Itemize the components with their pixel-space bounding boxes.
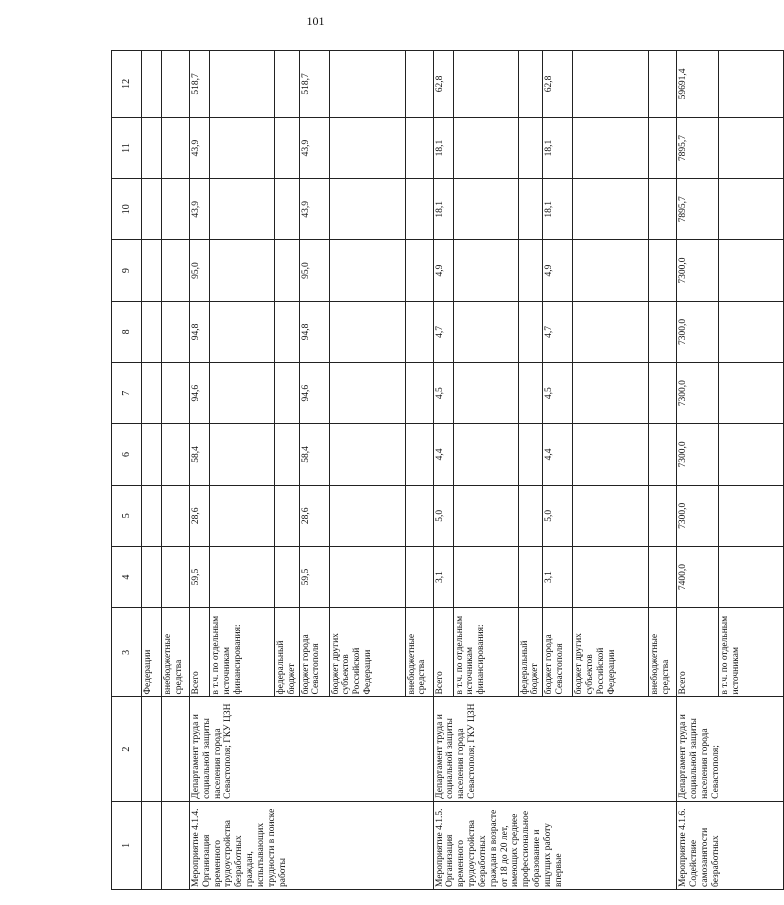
value-cell xyxy=(573,51,649,118)
header-row xyxy=(112,51,142,890)
value-cell xyxy=(719,485,784,546)
value-cell xyxy=(573,301,649,362)
measure-4-1-5-executor: Департамент труда и социальной защиты населения города Севастополя; ГКУ ЦЗН xyxy=(433,697,677,801)
value-cell xyxy=(162,179,190,240)
header-cell: 3 xyxy=(112,608,142,697)
measure-4-1-5-row xyxy=(433,51,453,890)
header-cell: 11 xyxy=(112,117,142,178)
value-cell xyxy=(142,51,162,118)
table-cell xyxy=(162,801,190,889)
value-cell xyxy=(405,301,433,362)
value-cell xyxy=(649,240,677,301)
value-cell: 62,8 xyxy=(433,51,453,118)
value-cell xyxy=(142,179,162,240)
value-cell: 4,9 xyxy=(433,240,453,301)
value-cell xyxy=(518,301,543,362)
value-cell xyxy=(210,424,275,485)
value-cell: 3,1 xyxy=(433,546,453,607)
source-cell: в т.ч. по отдельным источникам финансирования: xyxy=(210,608,275,697)
value-cell xyxy=(719,363,784,424)
header-cell: 5 xyxy=(112,485,142,546)
value-cell xyxy=(142,485,162,546)
measure-4-1-6-row xyxy=(677,51,719,890)
value-cell xyxy=(573,179,649,240)
value-cell: 59691,4 xyxy=(677,51,719,118)
value-cell xyxy=(405,485,433,546)
value-cell xyxy=(142,117,162,178)
value-cell xyxy=(210,363,275,424)
value-cell xyxy=(329,51,405,118)
value-cell xyxy=(162,485,190,546)
value-cell xyxy=(518,240,543,301)
source-cell: внебюджетные средства xyxy=(162,608,190,697)
financing-table xyxy=(111,50,784,890)
value-cell xyxy=(210,301,275,362)
table-cell xyxy=(142,801,162,889)
source-cell: бюджет города Севастополя xyxy=(543,608,573,697)
value-cell: 59,5 xyxy=(299,546,329,607)
source-cell: бюджет других субъектов Российской Федерации xyxy=(573,608,649,697)
value-cell: 95,0 xyxy=(190,240,210,301)
value-cell xyxy=(518,363,543,424)
value-cell xyxy=(329,117,405,178)
value-cell: 43,9 xyxy=(299,179,329,240)
value-cell xyxy=(649,424,677,485)
value-cell: 4,5 xyxy=(543,363,573,424)
value-cell xyxy=(210,51,275,118)
value-cell xyxy=(210,117,275,178)
value-cell xyxy=(649,179,677,240)
value-cell xyxy=(719,301,784,362)
source-cell: в т.ч. по отдельным источникам xyxy=(719,608,784,697)
header-cell: 1 xyxy=(112,801,142,889)
value-cell xyxy=(518,546,543,607)
value-cell xyxy=(573,546,649,607)
value-cell: 18,1 xyxy=(543,117,573,178)
page-number: 101 xyxy=(306,14,325,28)
source-cell: бюджет города Севастополя xyxy=(299,608,329,697)
value-cell xyxy=(162,363,190,424)
source-cell: федеральный бюджет xyxy=(518,608,543,697)
value-cell xyxy=(275,363,300,424)
value-cell xyxy=(162,424,190,485)
value-cell xyxy=(719,51,784,118)
value-cell: 4,7 xyxy=(433,301,453,362)
measure-4-1-4-name: Мероприятие 4.1.4. Организация временного трудоустройства безработных граждан, испытывающих трудности в поиске работы xyxy=(190,801,434,889)
source-cell: Всего xyxy=(190,608,210,697)
value-cell: 59,5 xyxy=(190,546,210,607)
value-cell xyxy=(210,485,275,546)
value-cell: 4,4 xyxy=(543,424,573,485)
table-cell xyxy=(142,697,162,801)
value-cell xyxy=(453,485,518,546)
value-cell xyxy=(329,485,405,546)
value-cell: 5,0 xyxy=(433,485,453,546)
header-cell: 10 xyxy=(112,179,142,240)
source-cell: внебюджетные средства xyxy=(405,608,433,697)
value-cell xyxy=(453,240,518,301)
value-cell: 95,0 xyxy=(299,240,329,301)
source-cell: внебюджетные средства xyxy=(649,608,677,697)
value-cell xyxy=(275,240,300,301)
measure-4-1-4-row xyxy=(190,51,210,890)
value-cell xyxy=(649,51,677,118)
value-cell xyxy=(649,546,677,607)
value-cell xyxy=(210,546,275,607)
value-cell xyxy=(453,117,518,178)
value-cell: 94,8 xyxy=(299,301,329,362)
value-cell xyxy=(329,240,405,301)
value-cell xyxy=(649,363,677,424)
source-cell: в т.ч. по отдельным источникам финансирования: xyxy=(453,608,518,697)
value-cell xyxy=(142,424,162,485)
value-cell: 7300,0 xyxy=(677,424,719,485)
value-cell: 58,4 xyxy=(190,424,210,485)
header-cell: 7 xyxy=(112,363,142,424)
value-cell xyxy=(275,179,300,240)
value-cell: 94,8 xyxy=(190,301,210,362)
value-cell xyxy=(162,51,190,118)
value-cell: 18,1 xyxy=(433,179,453,240)
value-cell xyxy=(518,424,543,485)
source-cell: Всего xyxy=(433,608,453,697)
value-cell: 28,6 xyxy=(190,485,210,546)
source-cell: Всего xyxy=(677,608,719,697)
value-cell xyxy=(142,546,162,607)
value-cell: 4,9 xyxy=(543,240,573,301)
value-cell xyxy=(329,301,405,362)
value-cell xyxy=(405,179,433,240)
source-cell: Федерации xyxy=(142,608,162,697)
value-cell xyxy=(518,485,543,546)
value-cell xyxy=(162,301,190,362)
value-cell xyxy=(453,179,518,240)
value-cell: 518,7 xyxy=(190,51,210,118)
value-cell: 7300,0 xyxy=(677,485,719,546)
value-cell: 94,6 xyxy=(299,363,329,424)
value-cell xyxy=(142,301,162,362)
value-cell: 94,6 xyxy=(190,363,210,424)
table-row xyxy=(162,51,190,890)
value-cell xyxy=(453,546,518,607)
value-cell xyxy=(275,546,300,607)
value-cell xyxy=(719,424,784,485)
value-cell xyxy=(405,117,433,178)
measure-4-1-6-executor: Департамент труда и социальной защиты населения города Севастополя; xyxy=(677,697,784,801)
value-cell xyxy=(275,301,300,362)
value-cell xyxy=(573,240,649,301)
value-cell xyxy=(453,51,518,118)
measure-4-1-6-name: Мероприятие 4.1.6. Содействие самозанятости безработных xyxy=(677,801,784,889)
value-cell xyxy=(142,363,162,424)
value-cell: 62,8 xyxy=(543,51,573,118)
value-cell: 5,0 xyxy=(543,485,573,546)
value-cell xyxy=(573,485,649,546)
header-cell: 4 xyxy=(112,546,142,607)
value-cell xyxy=(329,363,405,424)
measure-4-1-5-name: Мероприятие 4.1.5. Организация временного трудоустройства безработных граждан в возрасте от 18 до 20 лет, имеющих среднее профессиональное образование и ищущих работу впервые xyxy=(433,801,677,889)
value-cell: 7300,0 xyxy=(677,363,719,424)
measure-4-1-4-executor: Департамент труда и социальной защиты населения города Севастополя; ГКУ ЦЗН xyxy=(190,697,434,801)
value-cell xyxy=(405,51,433,118)
value-cell: 7300,0 xyxy=(677,240,719,301)
value-cell xyxy=(275,485,300,546)
header-cell: 9 xyxy=(112,240,142,301)
value-cell xyxy=(518,179,543,240)
value-cell: 43,9 xyxy=(190,117,210,178)
value-cell xyxy=(405,363,433,424)
value-cell xyxy=(573,424,649,485)
value-cell xyxy=(275,51,300,118)
source-cell: бюджет других субъектов Российской Федерации xyxy=(329,608,405,697)
header-cell: 12 xyxy=(112,51,142,118)
value-cell xyxy=(142,240,162,301)
value-cell: 43,9 xyxy=(299,117,329,178)
value-cell: 3,1 xyxy=(543,546,573,607)
value-cell xyxy=(329,179,405,240)
value-cell xyxy=(518,51,543,118)
value-cell: 7895,7 xyxy=(677,117,719,178)
value-cell xyxy=(405,546,433,607)
value-cell xyxy=(649,301,677,362)
value-cell: 4,4 xyxy=(433,424,453,485)
value-cell xyxy=(453,363,518,424)
value-cell xyxy=(329,546,405,607)
value-cell xyxy=(210,179,275,240)
value-cell xyxy=(405,424,433,485)
value-cell xyxy=(162,240,190,301)
value-cell xyxy=(275,424,300,485)
value-cell xyxy=(275,117,300,178)
value-cell xyxy=(719,240,784,301)
value-cell xyxy=(518,117,543,178)
source-cell: федеральный бюджет xyxy=(275,608,300,697)
value-cell xyxy=(210,240,275,301)
value-cell: 18,1 xyxy=(433,117,453,178)
value-cell xyxy=(573,363,649,424)
value-cell xyxy=(162,117,190,178)
table-row xyxy=(142,51,162,890)
header-cell: 8 xyxy=(112,301,142,362)
value-cell xyxy=(719,117,784,178)
value-cell xyxy=(405,240,433,301)
value-cell: 4,7 xyxy=(543,301,573,362)
value-cell xyxy=(649,117,677,178)
value-cell xyxy=(329,424,405,485)
value-cell: 7400,0 xyxy=(677,546,719,607)
header-cell: 2 xyxy=(112,697,142,801)
value-cell: 7895,7 xyxy=(677,179,719,240)
value-cell: 7300,0 xyxy=(677,301,719,362)
value-cell: 18,1 xyxy=(543,179,573,240)
value-cell xyxy=(649,485,677,546)
value-cell xyxy=(453,301,518,362)
value-cell xyxy=(162,546,190,607)
value-cell: 28,6 xyxy=(299,485,329,546)
value-cell: 43,9 xyxy=(190,179,210,240)
rotated-table-container xyxy=(111,50,742,890)
table-cell xyxy=(162,697,190,801)
value-cell: 58,4 xyxy=(299,424,329,485)
value-cell xyxy=(573,117,649,178)
value-cell: 4,5 xyxy=(433,363,453,424)
header-cell: 6 xyxy=(112,424,142,485)
value-cell xyxy=(719,546,784,607)
value-cell xyxy=(719,179,784,240)
value-cell xyxy=(453,424,518,485)
value-cell: 518,7 xyxy=(299,51,329,118)
